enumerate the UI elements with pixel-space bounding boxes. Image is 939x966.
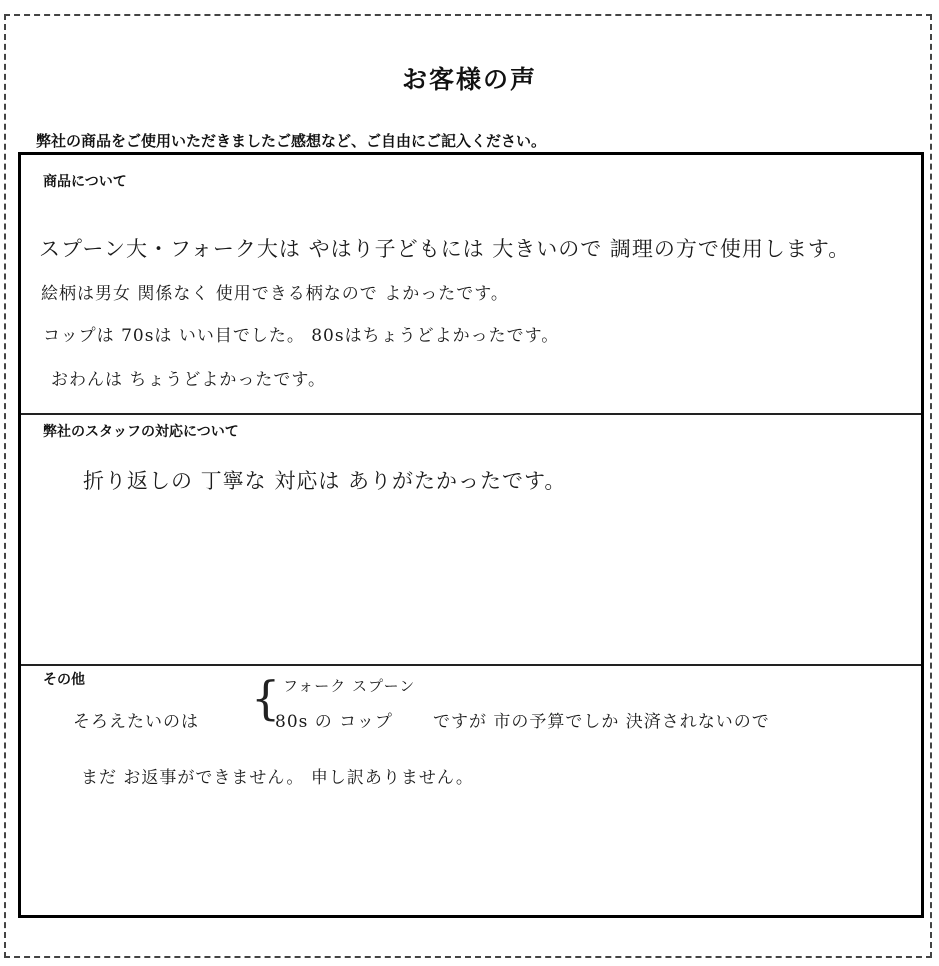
form-instruction: 弊社の商品をご使用いただきましたご感想など、ご自由にご記入ください。 [36, 132, 547, 150]
page-title: お客様の声 [401, 65, 537, 94]
handwritten-line: まだ お返事ができません。 申し訳ありません。 [81, 768, 474, 788]
section-divider [21, 413, 921, 415]
brace-mark: { [251, 671, 281, 725]
section-label-product: 商品について [43, 174, 127, 190]
section-divider [21, 664, 921, 666]
handwritten-line: ですが 市の予算でしか 決済されないので [433, 712, 770, 732]
section-label-staff: 弊社のスタッフの対応について [43, 424, 239, 440]
feedback-form [18, 152, 924, 918]
handwritten-line: 絵柄は男女 関係なく 使用できる柄なので よかったです。 [41, 284, 509, 304]
handwritten-line: 折り返しの 丁寧な 対応は ありがたかったです。 [83, 469, 567, 493]
handwritten-line: そろえたいのは [73, 712, 199, 732]
handwritten-annotation: フォーク スプーン [283, 677, 416, 695]
handwritten-line: コップは 70sは いい目でした。 80sはちょうどよかったです。 [43, 326, 560, 346]
handwritten-line: おわんは ちょうどよかったです。 [51, 370, 327, 390]
handwritten-line: スプーン大・フォーク大は やはり子どもには 大きいので 調理の方で使用します。 [39, 237, 851, 261]
section-label-other: その他 [43, 672, 85, 688]
handwritten-item: 80s の コップ [275, 712, 393, 732]
